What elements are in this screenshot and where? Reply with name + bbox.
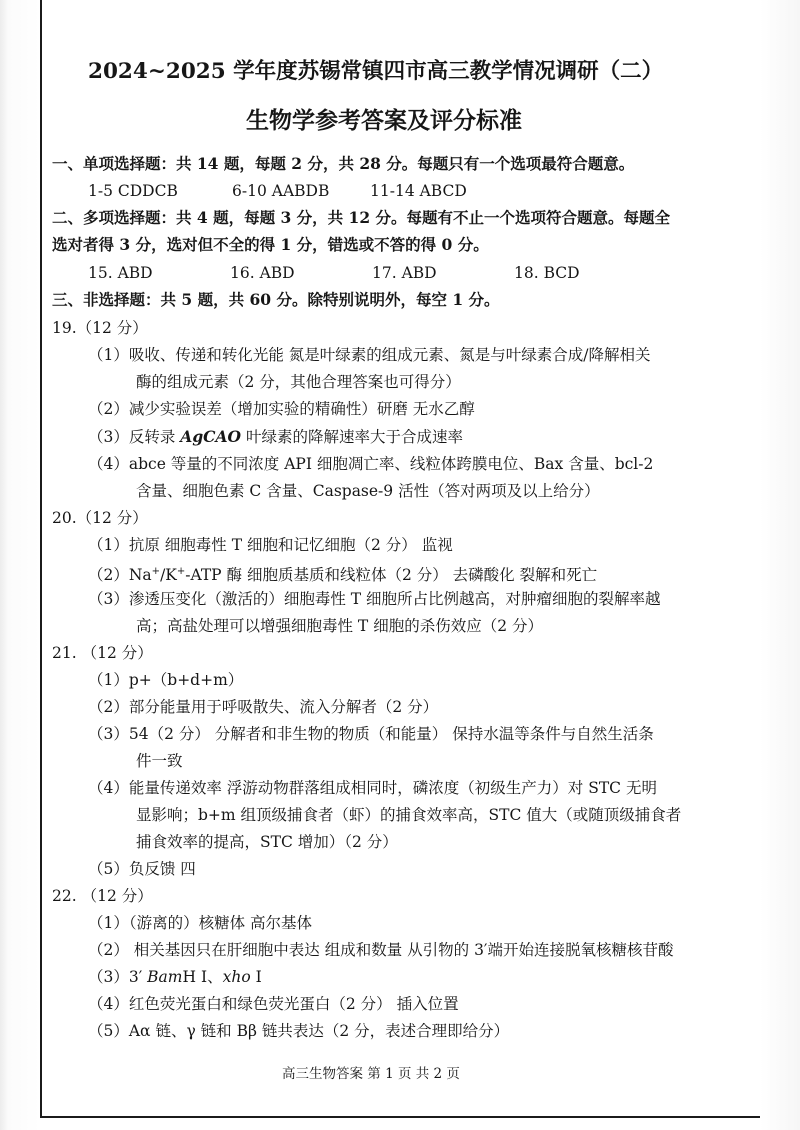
q19-part3-label: （3）反转录 <box>88 428 181 446</box>
enzyme-xho: xho <box>222 968 251 986</box>
superscript-plus: + <box>176 566 186 577</box>
answer-11-14: 11-14 ABCD <box>370 182 467 200</box>
q21-line: （5）负反馈 四 <box>88 860 196 878</box>
section-3-heading: 三、非选择题：共 5 题，共 60 分。除特别说明外，每空 1 分。 <box>52 290 500 309</box>
answer-6-10: 6-10 AABDB <box>232 182 330 200</box>
q21-line: 件一致 <box>136 752 183 770</box>
q19-part3-text: 叶绿素的降解速率大于合成速率 <box>241 428 463 446</box>
q21-line: 显影响；b+m 组顶级捕食者（虾）的捕食效率高，STC 值大（或随顶级捕食者 <box>136 806 682 824</box>
answer-15: 15. ABD <box>88 264 153 282</box>
question-22-heading: 22. （12 分） <box>52 887 153 905</box>
question-20-heading: 20.（12 分） <box>52 509 148 527</box>
q22-line: （4）红色荧光蛋白和绿色荧光蛋白（2 分） 插入位置 <box>88 995 459 1013</box>
q19-line: 酶的组成元素（2 分，其他合理答案也可得分） <box>136 373 461 391</box>
answer-16: 16. ABD <box>230 264 295 282</box>
answer-17: 17. ABD <box>372 264 437 282</box>
q20-line: 高；高盐处理可以增强细胞毒性 T 细胞的杀伤效应（2 分） <box>136 617 543 635</box>
gene-name-agcao: AgCAO <box>180 427 242 446</box>
q22-line: （1）（游离的）核糖体 高尔基体 <box>88 914 313 932</box>
document-title: 2024~2025 学年度苏锡常镇四市高三教学情况调研（二） <box>88 59 664 84</box>
q20-line: （1）抗原 细胞毒性 T 细胞和记忆细胞（2 分） 监视 <box>88 536 453 554</box>
question-19-heading: 19.（12 分） <box>52 319 148 337</box>
q19-line: 含量、细胞色素 C 含量、Caspase-9 活性（答对两项及以上给分） <box>136 482 600 500</box>
q21-line: （2）部分能量用于呼吸散失、流入分解者（2 分） <box>88 698 439 716</box>
document-subtitle: 生物学参考答案及评分标准 <box>246 107 522 134</box>
page-footer: 高三生物答案 第 1 页 共 2 页 <box>282 1066 460 1082</box>
q19-line <box>88 427 463 447</box>
q22-line <box>88 967 262 987</box>
q21-line: （3）54（2 分） 分解者和非生物的物质（和能量） 保持水温等条件与自然生活条 <box>88 725 654 743</box>
q20-line <box>88 562 597 585</box>
q20-part2-text: -ATP 酶 细胞质基质和线粒体（2 分） 去磷酸化 裂解和死亡 <box>185 566 598 585</box>
q20-part2-label: （2）Na <box>88 566 152 585</box>
section-1-heading: 一、单项选择题：共 14 题，每题 2 分，共 28 分。每题只有一个选项最符合题意。 <box>52 154 635 173</box>
question-21-heading: 21. （12 分） <box>52 644 153 662</box>
q19-line: （1）吸收、传递和转化光能 氮是叶绿素的组成元素、氮是与叶绿素合成/降解相关 <box>88 346 651 364</box>
superscript-plus: + <box>151 566 161 577</box>
q22-part3-label: （3）3′ <box>88 968 148 986</box>
q21-line: （1）p+（b+d+m） <box>88 671 244 689</box>
section-2-heading-line2: 选对者得 3 分，选对但不全的得 1 分，错选或不答的得 0 分。 <box>52 235 489 254</box>
q21-line: （4）能量传递效率 浮游动物群落组成相同时，磷浓度（初级生产力）对 STC 无明 <box>88 779 657 797</box>
q20-part2-k: /K <box>160 566 177 585</box>
q20-line: （3）渗透压变化（激活的）细胞毒性 T 细胞所占比例越高，对肿瘤细胞的裂解率越 <box>88 590 661 608</box>
enzyme-xho-suffix: Ⅰ <box>250 968 262 986</box>
q22-line: （5）Aα 链、γ 链和 Bβ 链共表达（2 分，表述合理即给分） <box>88 1022 510 1040</box>
q19-line: （2）减少实验误差（增加实验的精确性）研磨 无水乙醇 <box>88 400 475 418</box>
enzyme-bam-suffix: H Ⅰ、 <box>182 968 223 986</box>
q19-line: （4）abce 等量的不同浓度 API 细胞凋亡率、线粒体跨膜电位、Bax 含量、bcl-2 <box>88 455 654 473</box>
section-2-heading-line1: 二、多项选择题：共 4 题，每题 3 分，共 12 分。每题有不止一个选项符合题意。每题全 <box>52 208 671 227</box>
enzyme-bam: Bam <box>147 968 183 986</box>
answer-18: 18. BCD <box>514 264 580 282</box>
q21-line: 捕食效率的提高，STC 增加）（2 分） <box>136 833 398 851</box>
q22-line: （2） 相关基因只在肝细胞中表达 组成和数量 从引物的 3′端开始连接脱氧核糖核苷酸 <box>88 941 674 959</box>
answer-1-5: 1-5 CDDCB <box>88 182 178 200</box>
